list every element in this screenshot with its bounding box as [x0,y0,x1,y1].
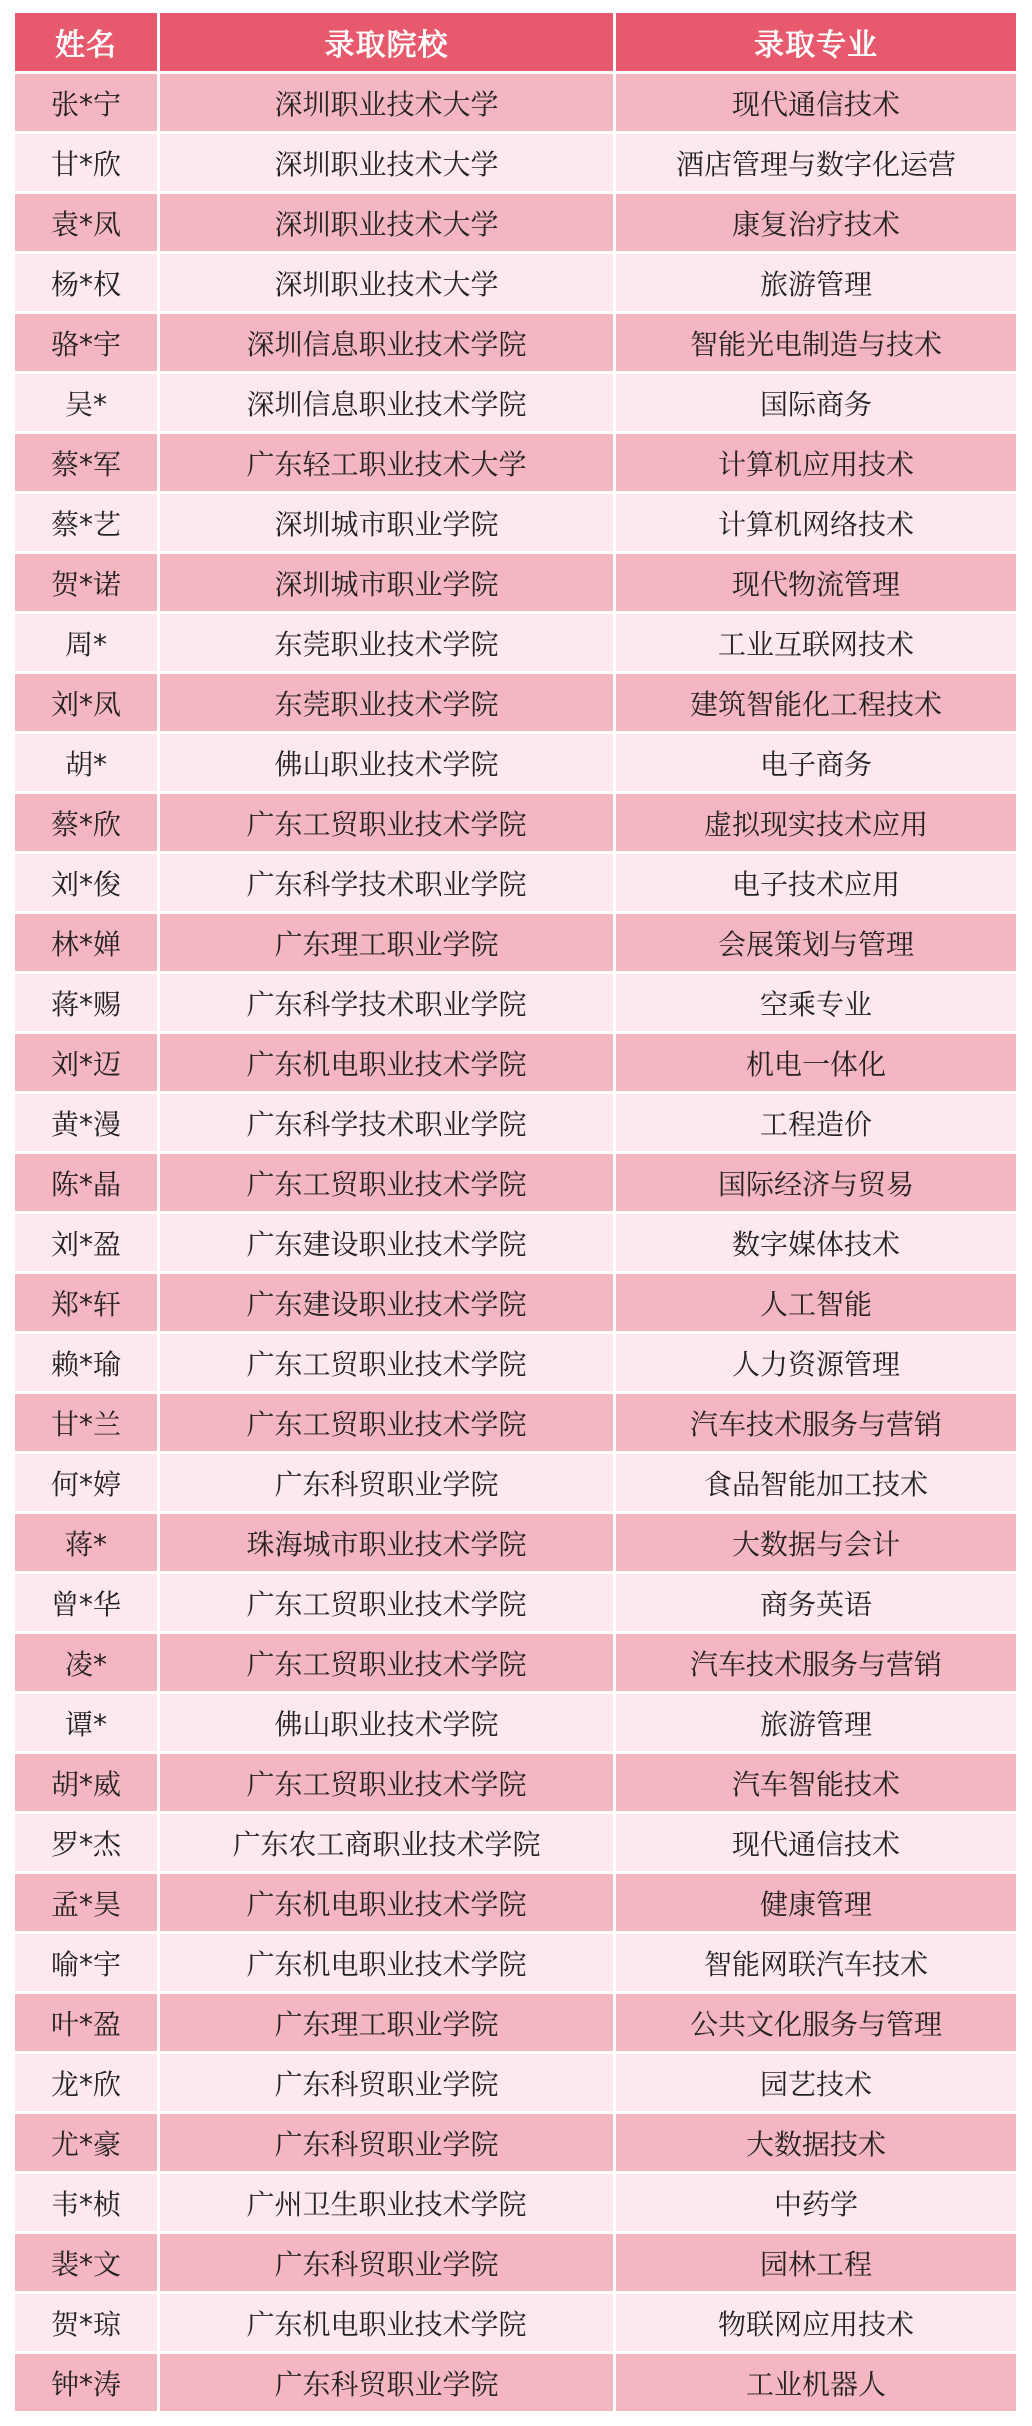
student-name-cell: 胡* [15,734,160,794]
header-row [15,13,1016,74]
major-cell: 物联网应用技术 [616,2294,1016,2354]
major-cell: 大数据与会计 [616,1514,1016,1574]
major-cell: 会展策划与管理 [616,914,1016,974]
table-row [15,1094,1016,1154]
major-cell: 人工智能 [616,1274,1016,1334]
major-cell: 现代物流管理 [616,554,1016,614]
student-name-cell: 杨*权 [15,254,160,314]
school-cell: 广东工贸职业技术学院 [160,1574,616,1634]
student-name-cell: 裴*文 [15,2234,160,2294]
table-row [15,434,1016,494]
table-row [15,254,1016,314]
school-cell: 广东工贸职业技术学院 [160,1334,616,1394]
major-cell: 智能网联汽车技术 [616,1934,1016,1994]
school-cell: 广东科学技术职业学院 [160,854,616,914]
major-cell: 商务英语 [616,1574,1016,1634]
major-cell: 健康管理 [616,1874,1016,1934]
table-row [15,2354,1016,2414]
table-row [15,1634,1016,1694]
student-name-cell: 黄*漫 [15,1094,160,1154]
major-cell: 大数据技术 [616,2114,1016,2174]
table-row [15,1754,1016,1814]
table-row [15,2174,1016,2234]
school-cell: 广东机电职业技术学院 [160,2294,616,2354]
student-name-cell: 刘*凤 [15,674,160,734]
table-row [15,2294,1016,2354]
column-header-school: 录取院校 [160,13,616,74]
school-cell: 广东科贸职业学院 [160,1454,616,1514]
student-name-cell: 蔡*军 [15,434,160,494]
school-cell: 东莞职业技术学院 [160,614,616,674]
table-row [15,854,1016,914]
table-row [15,1154,1016,1214]
major-cell: 电子商务 [616,734,1016,794]
table-header [15,13,1016,74]
school-cell: 广东农工商职业技术学院 [160,1814,616,1874]
student-name-cell: 赖*瑜 [15,1334,160,1394]
student-name-cell: 吴* [15,374,160,434]
major-cell: 现代通信技术 [616,1814,1016,1874]
school-cell: 广东建设职业技术学院 [160,1214,616,1274]
major-cell: 旅游管理 [616,254,1016,314]
school-cell: 珠海城市职业技术学院 [160,1514,616,1574]
school-cell: 广东科学技术职业学院 [160,1094,616,1154]
major-cell: 公共文化服务与管理 [616,1994,1016,2054]
school-cell: 广东科贸职业学院 [160,2354,616,2414]
student-name-cell: 蔡*艺 [15,494,160,554]
school-cell: 深圳信息职业技术学院 [160,374,616,434]
student-name-cell: 喻*宇 [15,1934,160,1994]
major-cell: 现代通信技术 [616,74,1016,134]
student-name-cell: 甘*欣 [15,134,160,194]
table-row [15,1514,1016,1574]
student-name-cell: 林*婵 [15,914,160,974]
school-cell: 广东科学技术职业学院 [160,974,616,1034]
student-name-cell: 陈*晶 [15,1154,160,1214]
school-cell: 广东理工职业学院 [160,1994,616,2054]
table-row [15,974,1016,1034]
student-name-cell: 尤*豪 [15,2114,160,2174]
school-cell: 广东工贸职业技术学院 [160,1154,616,1214]
major-cell: 国际经济与贸易 [616,1154,1016,1214]
major-cell: 园艺技术 [616,2054,1016,2114]
table-row [15,1334,1016,1394]
school-cell: 佛山职业技术学院 [160,1694,616,1754]
school-cell: 广东科贸职业学院 [160,2054,616,2114]
student-name-cell: 刘*迈 [15,1034,160,1094]
student-name-cell: 贺*诺 [15,554,160,614]
student-name-cell: 郑*轩 [15,1274,160,1334]
major-cell: 人力资源管理 [616,1334,1016,1394]
student-name-cell: 张*宁 [15,74,160,134]
school-cell: 广东机电职业技术学院 [160,1034,616,1094]
table-body [15,74,1016,2414]
student-name-cell: 刘*盈 [15,1214,160,1274]
major-cell: 电子技术应用 [616,854,1016,914]
school-cell: 广东科贸职业学院 [160,2114,616,2174]
table-row [15,2114,1016,2174]
student-name-cell: 何*婷 [15,1454,160,1514]
school-cell: 广东工贸职业技术学院 [160,1634,616,1694]
school-cell: 深圳职业技术大学 [160,74,616,134]
school-cell: 广州卫生职业技术学院 [160,2174,616,2234]
school-cell: 广东机电职业技术学院 [160,1874,616,1934]
table-row [15,674,1016,734]
major-cell: 智能光电制造与技术 [616,314,1016,374]
school-cell: 佛山职业技术学院 [160,734,616,794]
table-row [15,1814,1016,1874]
student-name-cell: 钟*涛 [15,2354,160,2414]
school-cell: 广东工贸职业技术学院 [160,1754,616,1814]
table-row [15,1994,1016,2054]
column-header-name: 姓名 [15,13,160,74]
school-cell: 广东科贸职业学院 [160,2234,616,2294]
table-row [15,1454,1016,1514]
table-row [15,1874,1016,1934]
school-cell: 广东建设职业技术学院 [160,1274,616,1334]
major-cell: 酒店管理与数字化运营 [616,134,1016,194]
student-name-cell: 凌* [15,1634,160,1694]
major-cell: 虚拟现实技术应用 [616,794,1016,854]
major-cell: 建筑智能化工程技术 [616,674,1016,734]
major-cell: 汽车智能技术 [616,1754,1016,1814]
table-row [15,794,1016,854]
school-cell: 深圳城市职业学院 [160,554,616,614]
table-row [15,1394,1016,1454]
table-row [15,1574,1016,1634]
school-cell: 深圳信息职业技术学院 [160,314,616,374]
student-name-cell: 蒋*赐 [15,974,160,1034]
student-name-cell: 刘*俊 [15,854,160,914]
table-row [15,374,1016,434]
table-row [15,734,1016,794]
student-name-cell: 韦*桢 [15,2174,160,2234]
admission-table [15,13,1016,2414]
major-cell: 中药学 [616,2174,1016,2234]
student-name-cell: 贺*琼 [15,2294,160,2354]
major-cell: 工业机器人 [616,2354,1016,2414]
student-name-cell: 曾*华 [15,1574,160,1634]
student-name-cell: 甘*兰 [15,1394,160,1454]
major-cell: 园林工程 [616,2234,1016,2294]
school-cell: 东莞职业技术学院 [160,674,616,734]
student-name-cell: 胡*威 [15,1754,160,1814]
major-cell: 机电一体化 [616,1034,1016,1094]
school-cell: 广东理工职业学院 [160,914,616,974]
student-name-cell: 骆*宇 [15,314,160,374]
table-row [15,1694,1016,1754]
table-row [15,554,1016,614]
school-cell: 深圳职业技术大学 [160,134,616,194]
student-name-cell: 叶*盈 [15,1994,160,2054]
table-row [15,1214,1016,1274]
student-name-cell: 周* [15,614,160,674]
student-name-cell: 谭* [15,1694,160,1754]
table-row [15,1034,1016,1094]
table-row [15,614,1016,674]
table-row [15,494,1016,554]
table-row [15,2234,1016,2294]
major-cell: 旅游管理 [616,1694,1016,1754]
school-cell: 广东工贸职业技术学院 [160,794,616,854]
table-row [15,134,1016,194]
school-cell: 广东机电职业技术学院 [160,1934,616,1994]
table-row [15,1274,1016,1334]
major-cell: 食品智能加工技术 [616,1454,1016,1514]
student-name-cell: 孟*昊 [15,1874,160,1934]
student-name-cell: 蒋* [15,1514,160,1574]
major-cell: 康复治疗技术 [616,194,1016,254]
table-row [15,914,1016,974]
table-row [15,2054,1016,2114]
major-cell: 工业互联网技术 [616,614,1016,674]
table-row [15,1934,1016,1994]
student-name-cell: 蔡*欣 [15,794,160,854]
major-cell: 数字媒体技术 [616,1214,1016,1274]
table-row [15,74,1016,134]
major-cell: 汽车技术服务与营销 [616,1394,1016,1454]
major-cell: 工程造价 [616,1094,1016,1154]
column-header-major: 录取专业 [616,13,1016,74]
school-cell: 深圳城市职业学院 [160,494,616,554]
school-cell: 深圳职业技术大学 [160,254,616,314]
major-cell: 空乘专业 [616,974,1016,1034]
major-cell: 计算机应用技术 [616,434,1016,494]
student-name-cell: 袁*凤 [15,194,160,254]
table-row [15,194,1016,254]
school-cell: 广东轻工职业技术大学 [160,434,616,494]
student-name-cell: 龙*欣 [15,2054,160,2114]
admission-list [15,13,1016,2414]
major-cell: 汽车技术服务与营销 [616,1634,1016,1694]
school-cell: 深圳职业技术大学 [160,194,616,254]
student-name-cell: 罗*杰 [15,1814,160,1874]
major-cell: 国际商务 [616,374,1016,434]
school-cell: 广东工贸职业技术学院 [160,1394,616,1454]
table-row [15,314,1016,374]
major-cell: 计算机网络技术 [616,494,1016,554]
